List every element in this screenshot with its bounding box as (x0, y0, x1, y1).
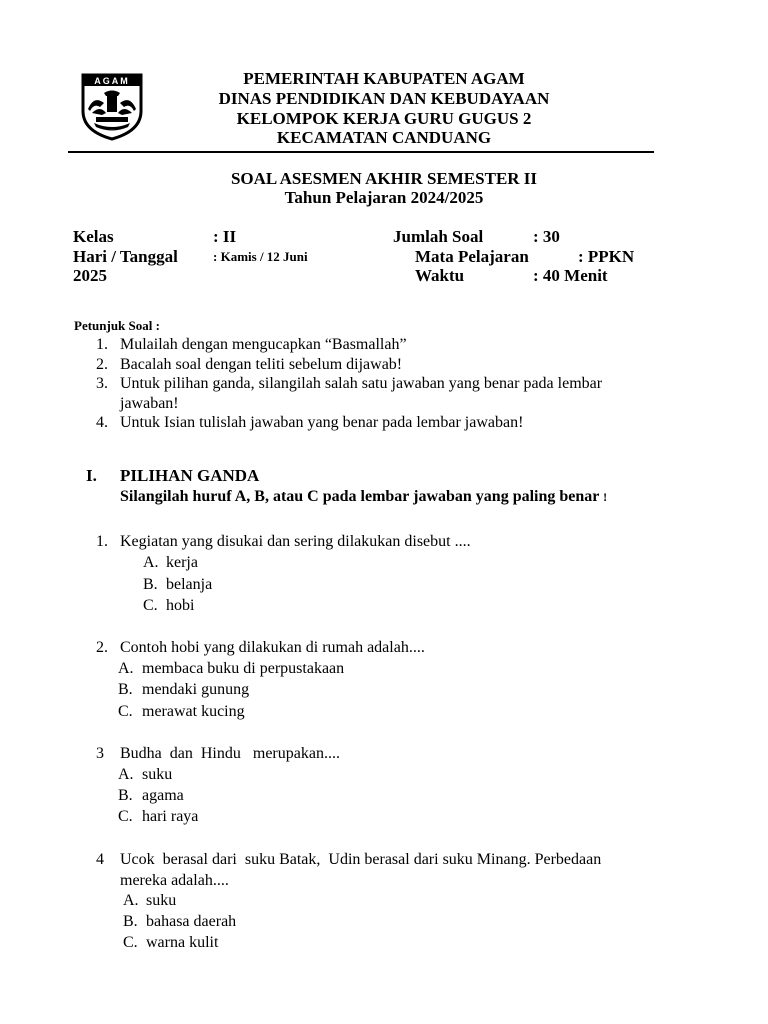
header-line-district: KECAMATAN CANDUANG (276, 128, 492, 147)
option-text: hari raya (142, 808, 199, 825)
mata-pelajaran-label: Mata Pelajaran (415, 247, 529, 266)
header-divider (68, 151, 654, 153)
question-number: 1. (96, 533, 108, 550)
jumlah-soal-label: Jumlah Soal (393, 227, 484, 246)
header-line-department: DINAS PENDIDIKAN DAN KEBUDAYAAN (218, 89, 550, 108)
option-text: mendaki gunung (142, 681, 250, 698)
instruction-text: Untuk Isian tulislah jawaban yang benar pada lembar jawaban! (120, 414, 524, 431)
mata-pelajaran-value: : PPKN (578, 247, 635, 266)
exam-title: SOAL ASESMEN AKHIR SEMESTER II (230, 169, 538, 188)
question-text-continued: mereka adalah.... (120, 872, 229, 889)
option-letter: C. (118, 808, 133, 825)
jumlah-soal-value: : 30 (533, 227, 560, 246)
option-letter: B. (118, 681, 133, 698)
option-letter: A. (118, 766, 134, 783)
instruction-number: 1. (96, 336, 108, 353)
question-number: 3 (96, 745, 104, 762)
option-letter: A. (123, 892, 139, 909)
option-letter: C. (143, 597, 158, 614)
instruction-text: Bacalah soal dengan teliti sebelum dijawab! (120, 356, 403, 373)
question-text: Kegiatan yang disukai dan sering dilakukan disebut .... (120, 533, 471, 550)
section-subtitle: Silangilah huruf A, B, atau C pada lembar jawaban yang paling benar ! (120, 488, 608, 505)
option-letter: A. (143, 554, 159, 571)
kelas-label: Kelas (73, 227, 114, 246)
hari-tanggal-value: : Kamis / 12 Juni (213, 249, 308, 264)
instruction-text: Mulailah dengan mengucapkan “Basmallah” (120, 336, 407, 353)
svg-text:·····: ····· (109, 127, 115, 131)
svg-text:AGAM: AGAM (94, 76, 130, 86)
instruction-text-continued: jawaban! (120, 395, 179, 412)
section-number: I. (86, 466, 97, 485)
option-letter: B. (118, 787, 133, 804)
option-text: hobi (166, 597, 195, 614)
question-text: Contoh hobi yang dilakukan di rumah adalah.... (120, 639, 425, 656)
instruction-number: 2. (96, 356, 108, 373)
question-text: Ucok berasal dari suku Batak, Udin berasal dari suku Minang. Perbedaan (120, 851, 602, 868)
option-letter: C. (123, 934, 138, 951)
header-line-working-group: KELOMPOK KERJA GURU GUGUS 2 (236, 109, 532, 128)
option-text: belanja (166, 576, 213, 593)
waktu-label: Waktu (415, 266, 465, 285)
option-letter: A. (118, 660, 134, 677)
question-number: 4 (96, 851, 104, 868)
option-text: suku (142, 766, 173, 783)
waktu-value: : 40 Menit (533, 266, 608, 285)
option-text: suku (146, 892, 177, 909)
option-letter: B. (123, 913, 138, 930)
instruction-number: 3. (96, 375, 108, 392)
exam-academic-year: Tahun Pelajaran 2024/2025 (284, 188, 484, 207)
hari-tanggal-label: Hari / Tanggal (73, 247, 178, 266)
header-line-government: PEMERINTAH KABUPATEN AGAM (243, 69, 525, 88)
option-text: kerja (166, 554, 198, 571)
option-letter: B. (143, 576, 158, 593)
option-text: membaca buku di perpustakaan (142, 660, 345, 677)
option-text: bahasa daerah (146, 913, 237, 930)
option-text: warna kulit (146, 934, 219, 951)
option-text: agama (142, 787, 184, 804)
option-text: merawat kucing (142, 703, 245, 720)
hari-tanggal-year: 2025 (73, 266, 107, 285)
question-text: Budha dan Hindu merupakan.... (120, 745, 340, 762)
kelas-value: : II (213, 227, 237, 246)
instruction-number: 4. (96, 414, 108, 431)
instructions-heading: Petunjuk Soal : (74, 318, 160, 333)
option-letter: C. (118, 703, 133, 720)
section-title: PILIHAN GANDA (120, 466, 260, 485)
instruction-text: Untuk pilihan ganda, silangilah salah satu jawaban yang benar pada lembar (120, 375, 603, 392)
question-number: 2. (96, 639, 108, 656)
